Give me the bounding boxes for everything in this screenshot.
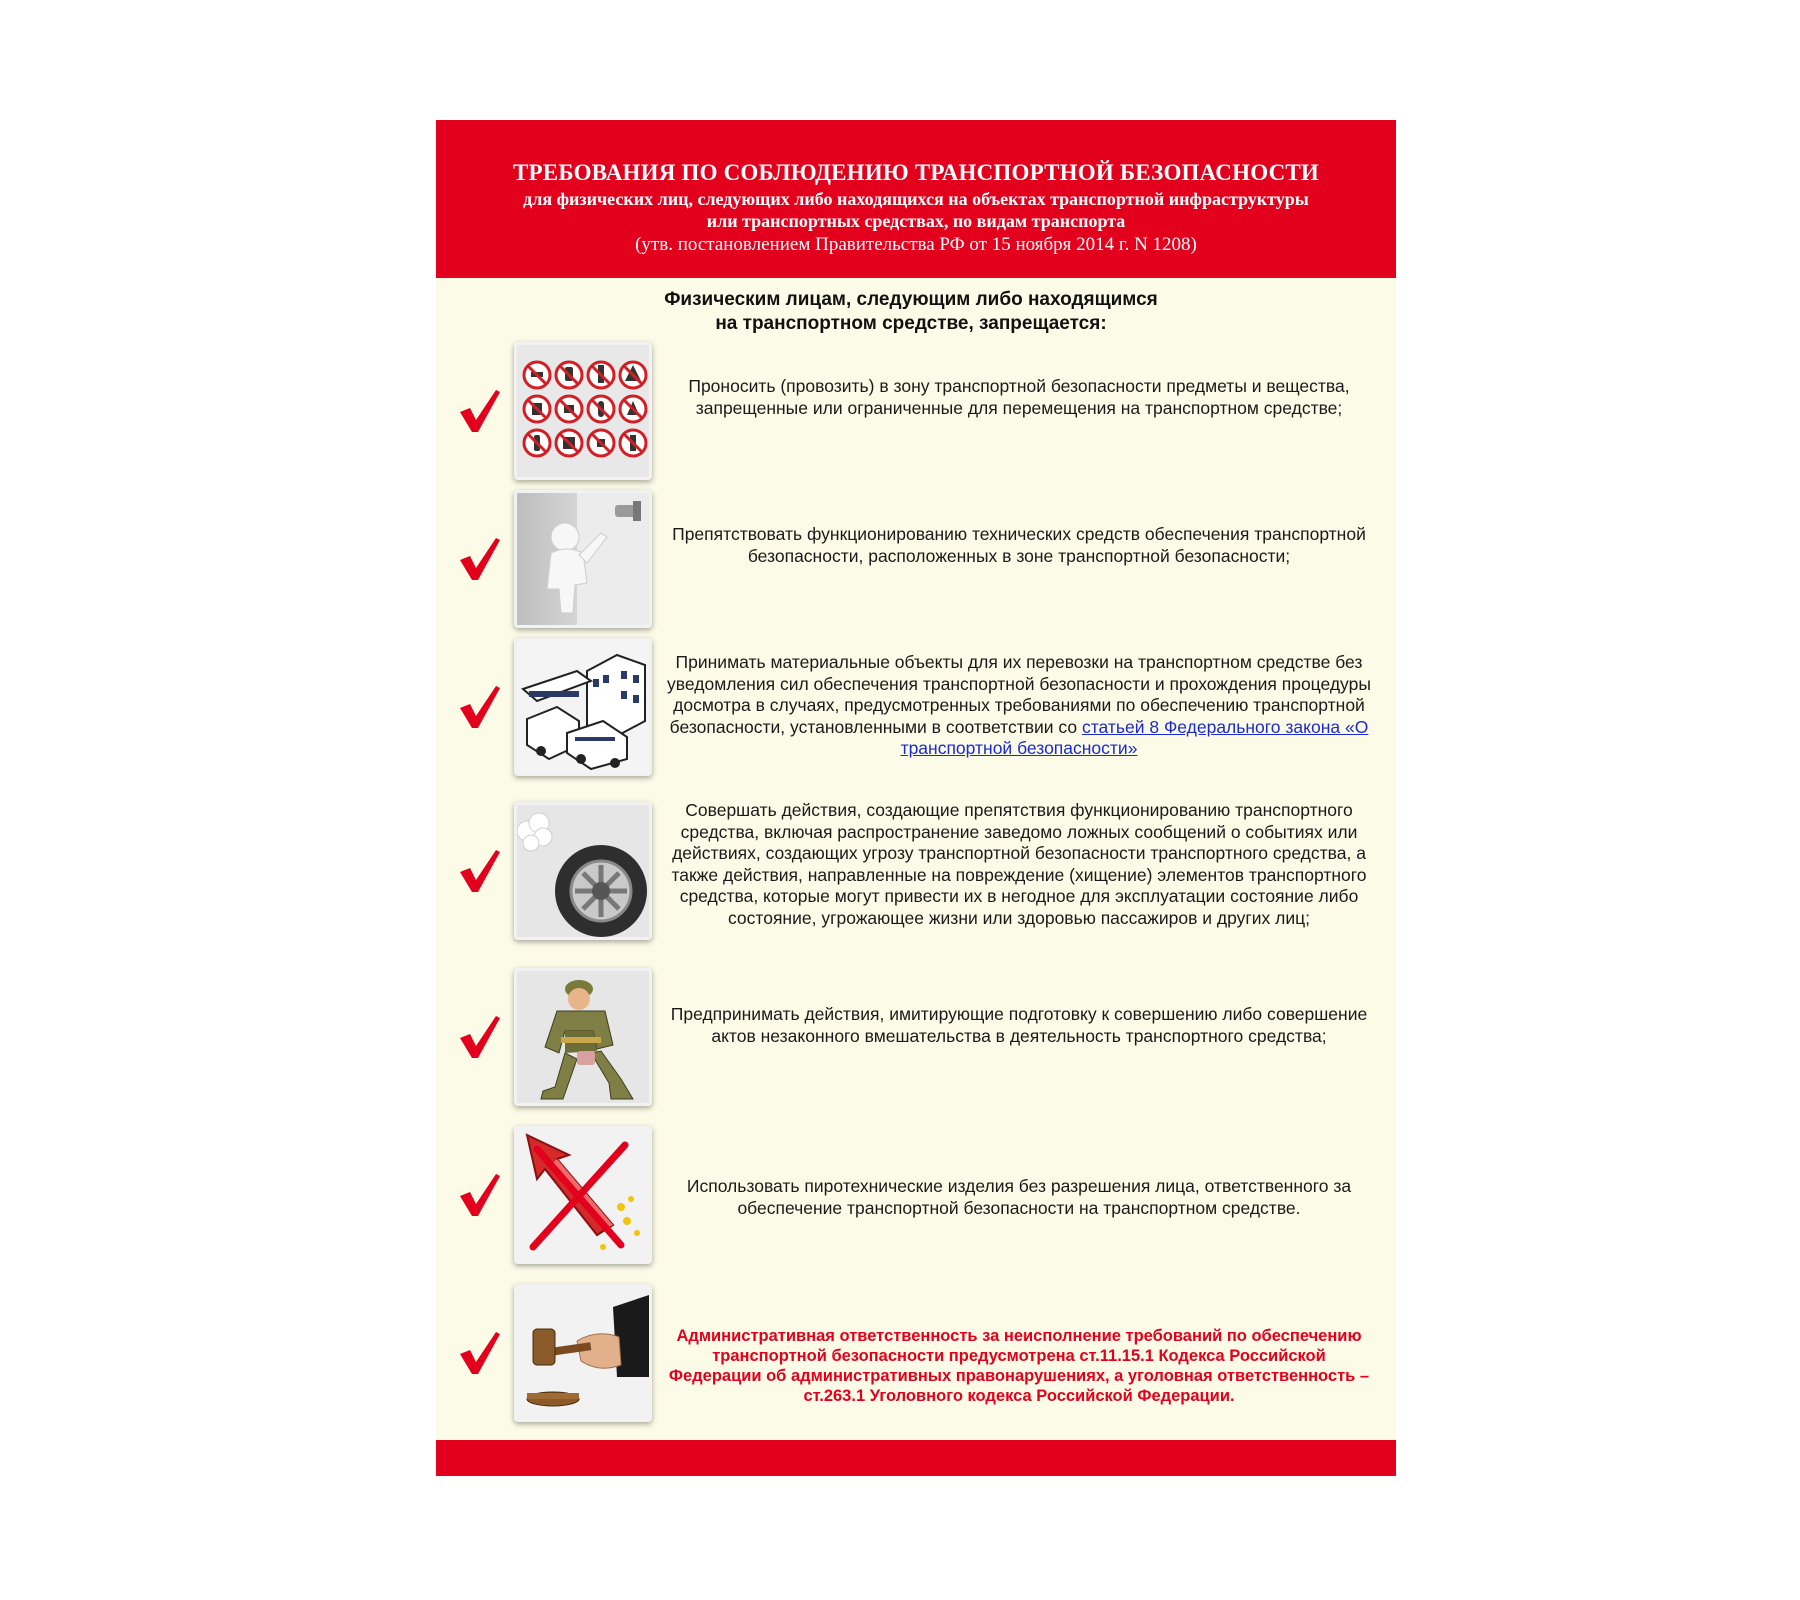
decree-note: (утв. постановлением Правительства РФ от 15 ноября 2014 г. N 1208) [635,234,1197,255]
soldier-icon [514,968,652,1106]
rule-item-5 [436,968,1396,1108]
section-heading [436,288,1396,336]
subtitle-line-2: или транспортных средствах, по видам транспорта [706,211,1126,231]
vehicles-building-icon [514,638,652,776]
section-heading-line-2: на транспортном средстве, запрещается: [715,313,1107,334]
rule-text-6: Использовать пиротехнические изделия без разрешения лица, ответственного за обеспечение транспортной безопасности на транспортном средстве. [686,1176,1352,1218]
gavel-icon [514,1284,652,1422]
rule-item-6 [436,1126,1396,1266]
rule-text-5: Предпринимать действия, имитирующие подготовку к совершению либо совершение актов незаконного вмешательства в деятельность транспортного средства; [670,1004,1368,1046]
poster-subtitle [436,188,1396,232]
rule-text-2: Препятствовать функционированию технических средств обеспечения транспортной безопасности, расположенных в зоне транспортной безопасности; [672,524,1366,566]
liability-warning: Административная ответственность за неисполнение требований по обеспечению транспортной безопасности предусмотрена ст.11.15.1 Кодекса Российской Федерации об административных правонарушениях, а уголовная ответственность – ст.263.1 Уголовного кодекса Российской Федерации. [668,1327,1370,1405]
checkmark-icon [456,1012,504,1060]
rule-text-3-body: Принимать материальные объекты для их перевозки на транспортном средстве без уведомления сил обеспечения транспортной безопасности и прохождения процедуры досмотра в случаях, предусмотренных требованиями по обеспечению транспортной безопасности, установленными в соответствии со [667,652,1371,737]
prohibited-items-icon [514,342,652,480]
checkmark-icon [456,682,504,730]
checkmark-icon [456,534,504,582]
checkmark-icon [456,1170,504,1218]
federal-law-article-8-link[interactable]: статьей 8 Федерального закона «О транспортной безопасности» [900,716,1369,758]
footer-bar [436,1440,1396,1476]
checkmark-icon [456,846,504,894]
header-banner [436,120,1396,278]
rule-item-2 [436,490,1396,630]
rule-text-3 [664,652,1374,760]
section-heading-line-1: Физическим лицам, следующим либо находящимся [664,289,1158,310]
rule-text-1: Проносить (провозить) в зону транспортной безопасности предметы и вещества, запрещенные или ограниченные для перемещения на транспортном средстве; [688,376,1350,418]
rule-text-4: Совершать действия, создающие препятствия функционированию транспортного средства, включая распространение заведомо ложных сообщений о событиях или действиях, создающих угрозу транспортной безопасности транспортного средства, а также действия, направленные на повреждение (хищение) элементов транспортного средства, которые могут привести их в негодное для эксплуатации состояние либо состояние, угрожающее жизни или здоровью пассажиров и других лиц; [671,800,1367,928]
rule-item-4 [436,802,1396,942]
checkmark-icon [456,386,504,434]
checkmark-icon [456,1328,504,1376]
rule-item-1 [436,342,1396,482]
subtitle-line-1: для физических лиц, следующих либо находящихся на объектах транспортной инфраструктуры [523,189,1309,209]
poster [436,120,1396,1476]
flat-tire-icon [514,802,652,940]
rule-item-7 [436,1284,1396,1424]
camera-blocking-icon [514,490,652,628]
no-fireworks-icon [514,1126,652,1264]
poster-title: ТРЕБОВАНИЯ ПО СОБЛЮДЕНИЮ ТРАНСПОРТНОЙ БЕЗОПАСНОСТИ [512,160,1320,185]
rule-item-3 [436,638,1396,780]
